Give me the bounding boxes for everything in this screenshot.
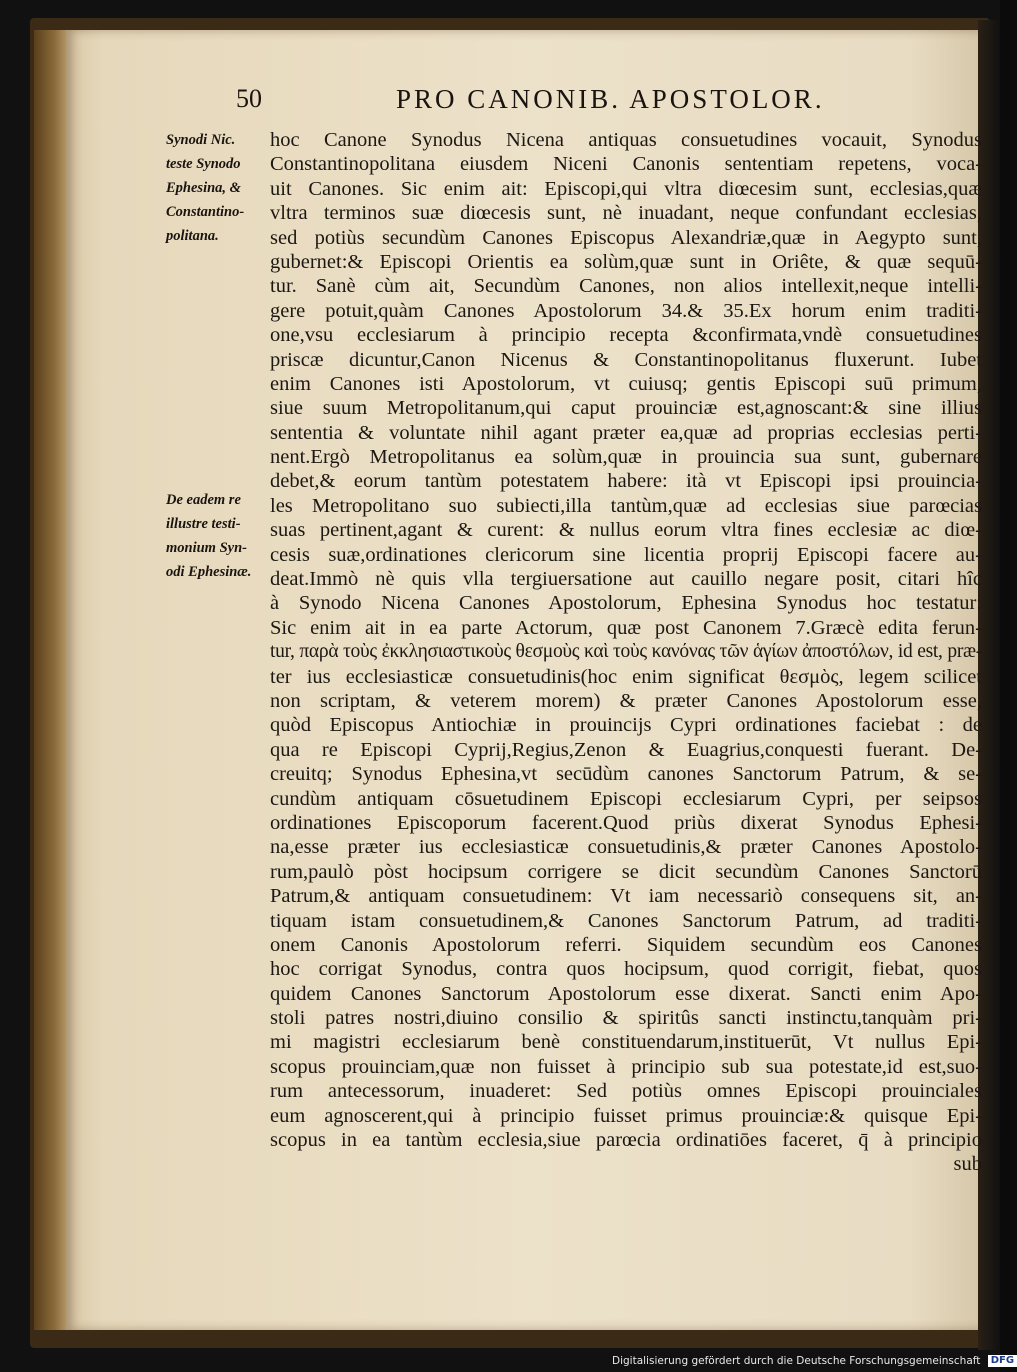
- footer-text: Digitalisierung gefördert durch die Deutsche Forschungsgemeinschaft: [612, 1355, 981, 1367]
- margin-note-line: Constantino-: [166, 204, 245, 220]
- text-line-greek: tur, παρὰ τοὺς ἐκκλησιαστικοὺς θεσμοὺς καὶ τοὺς κανόνας τῶν ἁγίων ἀποστόλων, id est, præ-: [270, 641, 982, 663]
- text-line: Patrum,& antiquam consuetudinem: Vt iam necessariò consequens sit, an-: [270, 885, 982, 908]
- margin-note-line: De eadem re: [166, 492, 241, 508]
- text-line: Constantinopolitana eiusdem Niceni Canonis sententiam repetens, voca-: [270, 153, 982, 176]
- text-line: scopus prouinciam,quæ non fuisset à principio sub sua potestate,id est,suo-: [270, 1055, 982, 1078]
- text-line: sed potiùs secundùm Canones Episcopus Alexandriæ,quæ in Aegypto sunt,: [270, 226, 982, 249]
- text-line: tur. Sanè cùm ait, Secundùm Canones, non alios intellexit,neque intelli-: [270, 275, 982, 298]
- text-line: hoc corrigat Synodus, contra quos hocipsum, quod corrigit, fiebat, quos: [270, 958, 982, 981]
- text-line: vltra terminos suæ diœcesis sunt, nè inuadant, neque confundant ecclesias,: [270, 202, 982, 225]
- margin-note-line: monium Syn-: [166, 540, 247, 556]
- margin-note-line: illustre testi-: [166, 516, 241, 532]
- text-line: à Synodo Nicena Canones Apostolorum, Ephesina Synodus hoc testatur:: [270, 592, 982, 615]
- text-line: rum,paulò pòst hocipsum corrigere se dicit secundùm Canones Sanctorū: [270, 860, 982, 883]
- text-line: creuitq; Synodus Ephesina,vt secūdùm canones Sanctorum Patrum, & se-: [270, 763, 982, 786]
- text-line: priscæ dicuntur,Canon Nicenus & Constantinopolitanus fluxerunt. Iubet: [270, 348, 982, 371]
- page-gutter: [34, 30, 68, 1330]
- body-text: [270, 128, 982, 1177]
- text-line: tiquam istam consuetudinem,& Canones Sanctorum Patrum, ad traditi-: [270, 909, 982, 932]
- text-line: quidem Canones Sanctorum Apostolorum esse dixerat. Sancti enim Apo-: [270, 982, 982, 1005]
- text-line: scopus in ea tantùm ecclesia,siue parœcia ordinatiōes faceret, q̄ à principio: [270, 1129, 982, 1152]
- text-line: stoli patres nostri,diuino consilio & spiritûs sancti instinctu,tanquàm pri-: [270, 1007, 982, 1030]
- text-line: debet,& eorum tantùm potestatem habere: ità vt Episcopi ipsi prouincia-: [270, 470, 982, 493]
- text-line: enim Canones isti Apostolorum, vt cuiusq; gentis Episcopi suū primum,: [270, 372, 982, 395]
- text-line: deat.Immò nè quis vlla tergiuersatione aut cauillo negare posit, citari hîc: [270, 568, 982, 591]
- margin-note-synod: [166, 128, 270, 248]
- text-line: non scriptam, & veterem morem) & præter Canones Apostolorum esse,: [270, 689, 982, 712]
- catchword: sub: [953, 1153, 982, 1176]
- text-line: onem Canonis Apostolorum referri. Siquidem secundùm eos Canones: [270, 933, 982, 956]
- text-line: uit Canones. Sic enim ait: Episcopi,qui vltra diœcesim sunt, ecclesias,quæ: [270, 177, 982, 200]
- text-line: cesis suæ,ordinationes clericorum sine licentia proprij Episcopi facere au-: [270, 543, 982, 566]
- margin-note-line: odi Ephesinæ.: [166, 564, 252, 580]
- text-line: nent.Ergò Metropolitanus ea solùm,quæ in prouincia sua sunt, gubernare: [270, 446, 982, 469]
- text-line: Sic enim ait in ea parte Actorum, quæ post Canonem 7.Græcè edita ferun-: [270, 616, 982, 639]
- margin-note-line: politana.: [166, 228, 219, 244]
- text-line: ordinationes Episcoporum facerent.Quod priùs dixerat Synodus Ephesi-: [270, 811, 982, 834]
- text-line: ter ius ecclesiasticæ consuetudinis(hoc enim significat θεσμὸς, legem scilicet: [270, 665, 982, 688]
- text-line: qua re Episcopi Cyprij,Regius,Zenon & Euagrius,conquesti fuerant. De-: [270, 738, 982, 761]
- text-line: les Metropolitano suo subiecti,illa tantùm,quæ ad ecclesias siue parœcias: [270, 494, 982, 517]
- text-line: suas pertinent,agant & curent: & nullus eorum vltra fines ecclesiæ ac diœ-: [270, 519, 982, 542]
- dfg-logo-icon: DFG: [988, 1355, 1017, 1367]
- margin-note-line: teste Synodo: [166, 156, 241, 172]
- text-line: cundùm antiquam cōsuetudinem Episcopi ecclesiarum Cypri, per seipsos: [270, 787, 982, 810]
- text-line: rum antecessorum, inuaderet: Sed potiùs omnes Episcopi prouinciales: [270, 1080, 982, 1103]
- running-title: PRO CANONIB. APOSTOLOR.: [396, 84, 825, 114]
- text-line: mi magistri ecclesiarum benè constituendarum,instituerūt, Vt nullus Epi-: [270, 1031, 982, 1054]
- text-line: gubernet:& Episcopi Orientis ea solùm,quæ sunt in Oriête, & quæ sequū-: [270, 250, 982, 273]
- text-line: sententia & voluntate nihil agant præter ea,quæ ad proprias ecclesias perti-: [270, 421, 982, 444]
- page-number: 50: [236, 84, 262, 113]
- margin-note-line: Ephesina, &: [166, 180, 241, 196]
- text-line: eum agnoscerent,qui à principio fuisset primus prouinciæ:& quisque Epi-: [270, 1104, 982, 1127]
- margin-note-line: Synodi Nic.: [166, 132, 236, 148]
- text-line: one,vsu ecclesiarum à principio recepta &confirmata,vndè consuetudines: [270, 324, 982, 347]
- text-line: gere potuit,quàm Canones Apostolorum 34.& 35.Ex horum enim traditi-: [270, 299, 982, 322]
- text-line: hoc Canone Synodus Nicena antiquas consuetudines vocauit, Synodus: [270, 129, 982, 151]
- text-line: siue suum Metropolitanum,qui caput prouinciæ est,agnoscant:& sine illius: [270, 397, 982, 420]
- digitization-footer: [612, 1355, 1017, 1367]
- running-head: [236, 84, 976, 124]
- text-line: quòd Episcopus Antiochiæ in prouincijs Cypri ordinationes faciebat : de: [270, 714, 982, 737]
- text-line: na,esse præter ius ecclesiasticæ consuetudinis,& præter Canones Apostolo-: [270, 836, 982, 859]
- margin-note-ephesina: [166, 488, 270, 584]
